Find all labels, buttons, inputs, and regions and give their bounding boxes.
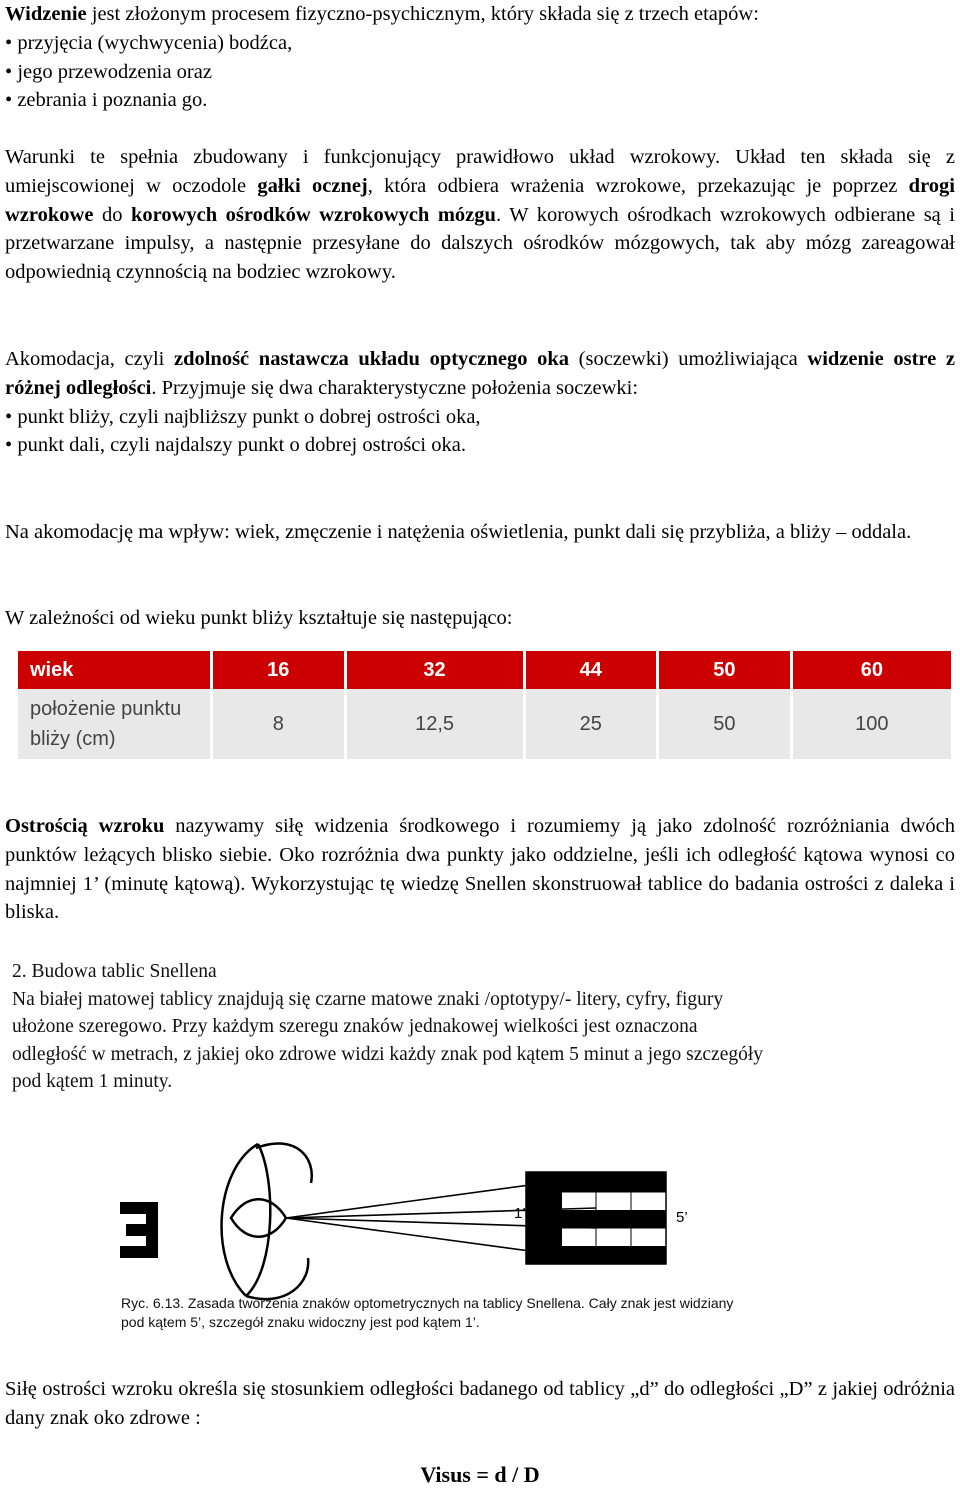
near-point-table (18, 651, 951, 759)
snellen-e-small (120, 1202, 158, 1258)
p3-text-1: Akomodacja, czyli (5, 348, 174, 370)
table-header-row (18, 651, 951, 689)
term-widzenie: Widzenie (5, 3, 87, 25)
row-label-line-2: bliży (cm) (30, 728, 116, 750)
section-line: odległość w metrach, z jakiej oko zdrowe widzi każdy znak pod kątem 5 minut a jego szczegóły (12, 1043, 764, 1065)
section-snellen-tables (12, 958, 942, 1096)
row-label-line-1: położenie punktu (30, 698, 182, 720)
accommodation-bullet-2: • punkt dali, czyli najdalszy punkt o dobrej ostrości oka. (5, 431, 955, 460)
eye-diagram (222, 1143, 312, 1299)
snellen-e-large (526, 1172, 666, 1264)
caption-line-2: pod kątem 5’, szczegół znaku widoczny jest pod kątem 1’. (121, 1314, 480, 1330)
accommodation-text (5, 345, 955, 403)
p3-text-3: . Przyjmuje się dwa charakterystyczne położenia soczewki: (151, 376, 639, 399)
p2-text-3: do (93, 203, 131, 226)
p2-text-1: Warunki te spełnia zbudowany i funkcjonujący prawidłowo układ wzrokowy. Układ ten składa się z umiejscowionej w oczodole (5, 146, 955, 197)
paragraph-accommodation-factors: Na akomodację ma wpływ: wiek, zmęczenie i natężenia oświetlenia, punkt dali się przybliża, a bliży – oddala. (5, 521, 912, 543)
table-header-cell: 50 (658, 651, 792, 689)
section-line: pod kątem 1 minuty. (12, 1071, 173, 1092)
table-cell: 100 (791, 689, 951, 759)
section-line: Na białej matowej tablicy znajdują się czarne matowe znaki /optotypy/- litery, cyfry, figury (12, 988, 724, 1010)
label-5-minutes: 5’ (676, 1209, 688, 1226)
p3-text-2: (soczewki) umożliwiająca (569, 348, 808, 370)
intro-bullet-1: • przyjęcia (wychwycenia) bodźca, (5, 29, 955, 58)
table-header-cell: 16 (212, 651, 346, 689)
table-row (18, 689, 951, 759)
term-galka-oczna: gałki ocznej (257, 174, 368, 197)
table-cell: 50 (658, 689, 792, 759)
table-cell: 12,5 (345, 689, 524, 759)
accommodation-bullet-1: • punkt bliży, czyli najbliższy punkt o dobrej ostrości oka, (5, 403, 955, 432)
section-heading: 2. Budowa tablic Snellena (12, 961, 217, 982)
section-line: ułożone szeregowo. Przy każdym szeregu znaków jednakowej wielkości jest oznaczona (12, 1016, 698, 1037)
paragraph-near-point-intro: W zależności od wieku punkt bliży kształtuje się następująco: (5, 607, 513, 629)
intro-text: jest złożonym procesem fizyczno-psychicznym, który składa się z trzech etapów: (86, 3, 759, 25)
paragraph-accommodation (5, 345, 955, 460)
p6-text: nazywamy siłę widzenia środkowego i rozumiemy ją jako zdolność rozróżniania dwóch punktów leżących blisko siebie. Oko rozróżnia dwa punkty jako oddzielne, jeśli ich odległość kątowa wynosi co najmniej 1’ (minutę kątową). Wykorzystując tę wiedzę Snellen skonstruował tablice do badania ostrości z daleka i bliska. (5, 815, 956, 924)
table-header-cell: 44 (524, 651, 658, 689)
table-cell: 25 (524, 689, 658, 759)
paragraph-visus-definition: Siłę ostrości wzroku określa się stosunkiem odległości badanego od tablicy „d” do odległości „D” z jakiej odróżnia dany znak oko zdrowe : (5, 1378, 955, 1429)
intro-bullet-2: • jego przewodzenia oraz (5, 58, 955, 87)
p2-text-4: . W korowych ośrodkach wzrokowych odbierane są i przetwarzane impulsy, a następnie przesyłane do dalszych ośrodków mózgowych, tak aby mózg zareagował odpowiednią czynnością na bodziec wzrokowy. (5, 203, 955, 284)
figure-caption (121, 1294, 733, 1332)
p2-text-2: , która odbiera wrażenia wzrokowe, przekazując je poprzez (367, 174, 909, 197)
term-ostrosc-wzroku: Ostrością wzroku (5, 815, 165, 837)
paragraph-visual-acuity (5, 812, 955, 927)
label-1-minute: 1’ (514, 1205, 526, 1222)
table-cell: 8 (212, 689, 346, 759)
table-header-cell: 32 (345, 651, 524, 689)
intro-bullet-3: • zebrania i poznania go. (5, 86, 955, 115)
visus-formula: Visus = d / D (420, 1462, 540, 1487)
term-zdolnosc-nastawcza: zdolność nastawcza układu optycznego oka (173, 348, 570, 370)
term-drogi-wzrokowe: drogi wzrokowe (5, 174, 955, 226)
table-header-cell: 60 (791, 651, 951, 689)
intro (5, 0, 955, 115)
table-header-cell: wiek (18, 651, 212, 689)
term-korowe-osrodki: korowych ośrodków wzrokowych mózgu (130, 203, 496, 226)
intro-sentence (5, 0, 955, 29)
caption-line-1: Ryc. 6.13. Zasada tworzenia znaków optometrycznych na tablicy Snellena. Cały znak jest widziany (121, 1295, 734, 1311)
paragraph-visual-system (5, 143, 955, 287)
term-widzenie-ostre: widzenie ostre z różnej odległości (5, 348, 955, 399)
table-row-label (18, 689, 212, 759)
